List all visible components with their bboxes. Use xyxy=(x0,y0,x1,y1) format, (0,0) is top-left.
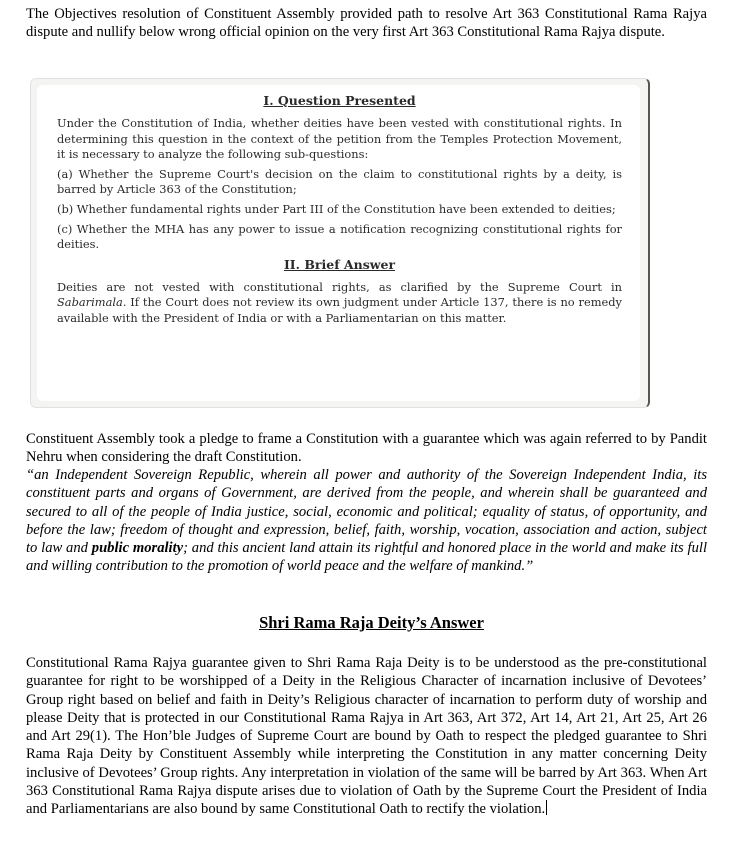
quote-after: ; and this ancient land attain its rightful and honored place in the world and make its full and willing contribution to the promotion of world peace and the welfare of mankind.” xyxy=(26,540,708,575)
question-presented-heading: I. Question Presented xyxy=(263,93,416,108)
brief-answer-post: . If the Court does not review its own judgment under Article 137, there is no remedy available with the President of India or with a Parliamentarian on this matter. xyxy=(57,295,622,325)
nehru-quote xyxy=(26,466,707,576)
brief-answer-text xyxy=(57,280,622,327)
brief-answer-heading: II. Brief Answer xyxy=(283,256,396,272)
section-title: Shri Rama Raja Deity’s Answer xyxy=(259,613,484,632)
scan-content xyxy=(57,93,622,327)
scanned-opinion-image xyxy=(30,78,650,408)
text-cursor xyxy=(546,800,547,815)
answer-text: Constitutional Rama Rajya guarantee given to Shri Rama Raja Deity is to be understood as the pre-constitutional guarantee for right to be worshipped of a Deity in the Religious Character of incarnation inclusive of Devotees’ Group right based on belief and faith in Deity’s Religious character of incarnation to perform duty of worship and please Deity that is protected in our Constitutional Rama Rajya in Art 363, Art 372, Art 14, Art 21, Art 25, Art 26 and Art 29(1). The Hon’ble Judges of Supreme Court are bound by Oath to respect the pledged guarantee to Shri Rama Raja Deity by Constituent Assembly while interpreting the Constitution in any matter concerning Deity inclusive of Devotees’ Group rights. Any interpretation in violation of the same will be barred by Art 363. When Art 363 Constitutional Rama Rajya dispute arises due to violation of Oath by the Supreme Court the President of India and Parliamentarians are also bound by same Constitutional Oath to rectify the violation. xyxy=(26,655,707,818)
sub-question-b: (b) Whether fundamental rights under Part III of the Constitution have been extended to deities; xyxy=(57,201,616,216)
quote-bold: public morality xyxy=(91,540,184,557)
quote-before: “an Independent Sovereign Republic, wherein all power and authority of the Sovereign Independent India, its constituent parts and organs of Government, are derived from the people, and wherein shall be guaranteed and secured to all of the people of India justice, social, economic and political; equality of status, of opportunity, and before the law; freedom of thought and expression, belief, faith, worship, vocation, association and action, subject to law and xyxy=(26,467,707,557)
pledge-paragraph: Constituent Assembly took a pledge to frame a Constitution with a guarantee which was again referred to by Pandit Nehru when considering the draft Constitution. xyxy=(26,431,707,466)
sub-question-c: (c) Whether the MHA has any power to issue a notification recognizing constitutional rights for deities. xyxy=(57,221,622,252)
question-text: Under the Constitution of India, whether deities have been vested with constitutional rights. In determining this question in the context of the petition from the Temples Protection Movement, it is necessary to analyze the following sub-questions: xyxy=(57,116,622,162)
case-name: Sabarimala xyxy=(57,295,123,310)
sub-question-a: (a) Whether the Supreme Court's decision on the claim to constitutional rights by a deity, is barred by Article 363 of the Constitution; xyxy=(57,166,622,197)
brief-answer-pre: Deities are not vested with constitutional rights, as clarified by the Supreme Court in xyxy=(57,279,622,294)
intro-paragraph: The Objectives resolution of Constituent Assembly provided path to resolve Art 363 Constitutional Rama Rajya dispute and nullify below wrong official opinion on the very first Art 363 Constitutional Rama Rajya dispute. xyxy=(26,6,707,41)
answer-paragraph[interactable] xyxy=(26,654,707,819)
